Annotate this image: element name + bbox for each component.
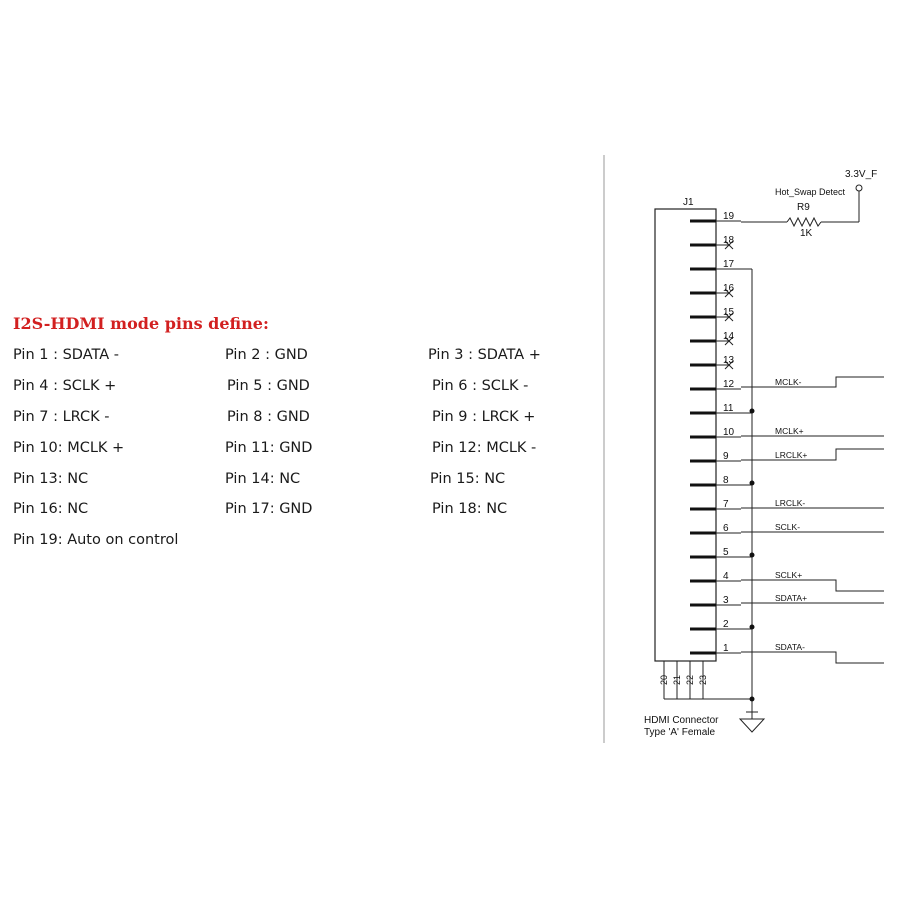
- pin-number: 17: [723, 259, 735, 270]
- junction-dot: [750, 697, 755, 702]
- connector-pins: [690, 211, 752, 654]
- pin-define-title: I2S-HDMI mode pins define:: [13, 314, 269, 333]
- net-sclk-plus-wire: [741, 580, 884, 591]
- pin-9-label: Pin 9 : LRCK +: [432, 409, 536, 425]
- pin-number: 4: [723, 571, 729, 582]
- net-sdata-minus-wire: [741, 652, 884, 663]
- net-sclk-minus-label: SCLK-: [775, 522, 801, 532]
- shield-pin-number: 23: [698, 674, 708, 685]
- junction-dot: [750, 625, 755, 630]
- ground-symbol: [740, 719, 764, 732]
- pin-number: 6: [723, 523, 729, 534]
- pin-number: 8: [723, 475, 729, 486]
- junction-dot: [750, 553, 755, 558]
- net-lrclk-plus-wire: [741, 449, 884, 460]
- pin-11-label: Pin 11: GND: [225, 440, 313, 456]
- junction-dot: [750, 481, 755, 486]
- pin-number: 16: [723, 283, 735, 294]
- pin-19-label: Pin 19: Auto on control: [13, 532, 179, 548]
- resistor-ref: R9: [797, 202, 810, 213]
- pin-number: 19: [723, 211, 735, 222]
- shield-pin-number: 22: [685, 674, 695, 685]
- pin-17-label: Pin 17: GND: [225, 501, 313, 517]
- shield-pin-number: 20: [659, 674, 669, 685]
- pin-2-label: Pin 2 : GND: [225, 347, 308, 363]
- pin-number: 3: [723, 595, 729, 606]
- pin-15-label: Pin 15: NC: [430, 471, 506, 487]
- net-mclk-minus-label: MCLK-: [775, 377, 802, 387]
- net-sclk-plus-label: SCLK+: [775, 570, 803, 580]
- shield-pin-number: 21: [672, 674, 682, 685]
- connector-type: Type 'A' Female: [644, 727, 716, 738]
- pin-4-label: Pin 4 : SCLK +: [13, 378, 117, 394]
- power-label: 3.3V_F: [845, 169, 878, 180]
- pin-number: 13: [723, 355, 735, 366]
- junction-dot: [750, 409, 755, 414]
- pin-number: 18: [723, 235, 735, 246]
- hot-swap-label: Hot_Swap Detect: [775, 187, 846, 197]
- net-mclk-minus-wire: [741, 377, 884, 387]
- connector-ref: J1: [683, 197, 694, 208]
- pin-13-label: Pin 13: NC: [13, 471, 89, 487]
- resistor-value: 1K: [800, 228, 813, 239]
- resistor-r9: [787, 218, 821, 226]
- pin-18-label: Pin 18: NC: [432, 501, 508, 517]
- pin-8-label: Pin 8 : GND: [227, 409, 310, 425]
- pin-7-label: Pin 7 : LRCK -: [13, 409, 110, 425]
- connector-name: HDMI Connector: [644, 715, 719, 726]
- net-mclk-plus-label: MCLK+: [775, 426, 804, 436]
- pin-12-label: Pin 12: MCLK -: [432, 440, 537, 456]
- pin-number: 15: [723, 307, 735, 318]
- pin-number: 10: [723, 427, 735, 438]
- pin-10-label: Pin 10: MCLK +: [13, 440, 125, 456]
- pin-number: 9: [723, 451, 729, 462]
- pin-number: 12: [723, 379, 735, 390]
- net-sdata-minus-label: SDATA-: [775, 642, 805, 652]
- pin-number: 14: [723, 331, 735, 342]
- pin-14-label: Pin 14: NC: [225, 471, 301, 487]
- pin-number: 5: [723, 547, 729, 558]
- power-terminal: [856, 185, 862, 191]
- pin-number: 11: [723, 403, 734, 414]
- pin-16-label: Pin 16: NC: [13, 501, 89, 517]
- pin-3-label: Pin 3 : SDATA +: [428, 347, 541, 363]
- pin-number: 2: [723, 619, 729, 630]
- pin-number: 7: [723, 499, 729, 510]
- pin-5-label: Pin 5 : GND: [227, 378, 310, 394]
- pin-number: 1: [723, 643, 729, 654]
- net-lrclk-minus-label: LRCLK-: [775, 498, 806, 508]
- pin-6-label: Pin 6 : SCLK -: [432, 378, 529, 394]
- net-sdata-plus-label: SDATA+: [775, 593, 808, 603]
- pin-1-label: Pin 1 : SDATA -: [13, 347, 119, 363]
- connector-body: [655, 209, 716, 661]
- net-lrclk-plus-label: LRCLK+: [775, 450, 808, 460]
